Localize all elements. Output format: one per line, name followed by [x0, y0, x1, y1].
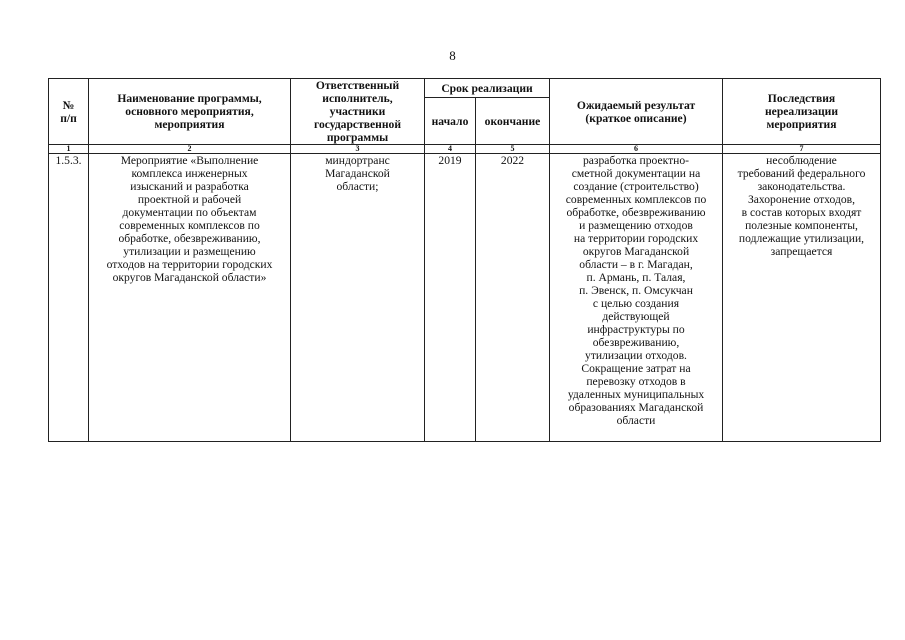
header-result: Ожидаемый результат (краткое описание)	[550, 79, 723, 145]
header-period: Срок реализации	[425, 79, 550, 98]
header-end: окончание	[476, 98, 550, 145]
header-row	[49, 79, 881, 98]
row-start: 2019	[425, 154, 476, 442]
row-executor: миндортранс Магаданской области;	[291, 154, 425, 442]
page-number: 8	[449, 48, 456, 63]
column-number: 7	[723, 145, 881, 154]
header-num: № п/п	[49, 79, 89, 145]
header-consequences: Последствия нереализации мероприятия	[723, 79, 881, 145]
column-number: 6	[550, 145, 723, 154]
header-executor: Ответственный исполнитель, участники государственной программы	[291, 79, 425, 145]
table-row	[49, 154, 881, 442]
row-result: разработка проектно- сметной документации на создание (строительство) современных комплексов по обработке, обезвреживанию и размещению отходов на территории городских округов Магаданской области – в г. Магадан, п. Армань, п. Талая, п. Эвенск, п. Омсукчан с целью создания действующей инфраструктуры по обезвреживанию, утилизации отходов. Сокращение затрат на перевозку отходов в удаленных муниципальных образованиях Магаданской области	[550, 154, 723, 442]
column-number: 4	[425, 145, 476, 154]
column-numbers-row	[49, 145, 881, 154]
column-number: 5	[476, 145, 550, 154]
row-num: 1.5.3.	[49, 154, 89, 442]
header-start: начало	[425, 98, 476, 145]
header-name: Наименование программы, основного мероприятия, мероприятия	[89, 79, 291, 145]
row-end: 2022	[476, 154, 550, 442]
program-activities-table	[48, 78, 881, 442]
column-number: 1	[49, 145, 89, 154]
row-consequences: несоблюдение требований федерального законодательства. Захоронение отходов, в состав которых входят полезные компоненты, подлежащие утилизации, запрещается	[723, 154, 881, 442]
row-name: Мероприятие «Выполнение комплекса инженерных изысканий и разработка проектной и рабочей документации по объектам современных комплексов по обработке, обезвреживанию, утилизации и размещению отходов на территории городских округов Магаданской области»	[89, 154, 291, 442]
column-number: 3	[291, 145, 425, 154]
column-number: 2	[89, 145, 291, 154]
